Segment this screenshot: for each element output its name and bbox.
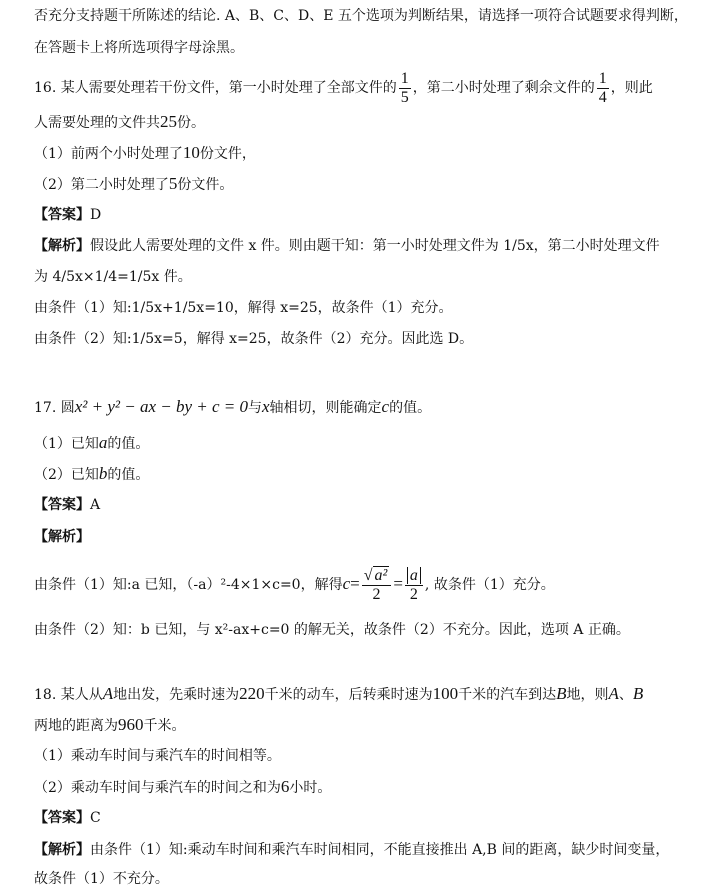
q18-condition-1: （1）乘动车时间与乘汽车的时间相等。 — [34, 748, 281, 764]
q17-condition-2: （2）已知b的值。 — [34, 464, 150, 483]
q17-answer: 【答案】A — [34, 497, 101, 513]
q18-stem: 18. 某人从A地出发，先乘时速为220千米的动车，后转乘时速为100千米的汽车到达B地，则A、B — [34, 684, 644, 703]
q18-stem-line-2: 两地的距离为960千米。 — [34, 715, 186, 734]
q16-condition-2: （2）第二小时处理了5份文件。 — [34, 174, 234, 193]
q18-analysis-1: 【解析】由条件（1）知:乘动车时间和乘汽车时间相同，不能直接推出 A,B 间的距离，缺少时间变量， — [34, 842, 670, 858]
q18-answer: 【答案】C — [34, 810, 101, 826]
q16-analysis-2: 为 4/5x×1/4=1/5x 件。 — [34, 269, 192, 285]
intro-line-2: 在答题卡上将所选项得字母涂黑。 — [34, 40, 244, 56]
q16-analysis-4: 由条件（2）知:1/5x=5，解得 x=25，故条件（2）充分。因此选 D。 — [34, 331, 474, 347]
q16-analysis-1: 【解析】假设此人需要处理的文件 x 件。则由题干知：第一小时处理文件为 1/5x，第二小时处理文件 — [34, 238, 660, 254]
q17-analysis-tag: 【解析】 — [34, 529, 90, 545]
fraction-one-fifth: $\frac{1}{5}$ — [400, 69, 409, 106]
q16-stem-line-2: 人需要处理的文件共25份。 — [34, 112, 205, 131]
fraction-one-quarter: $\frac{1}{4}$ — [598, 69, 607, 106]
q16-stem: 16. 某人需要处理若干份文件，第一小时处理了全部文件的 $\frac{1}{5}$ ，第二小时处理了剩余文件的 $\frac{1}{4}$ ，则此 — [34, 69, 653, 106]
intro-line-1: 否充分支持题干所陈述的结论. A、B、C、D、E 五个选项为判断结果，请选择一项符合试题要求得判断， — [34, 8, 688, 24]
q16-analysis-3: 由条件（1）知:1/5x+1/5x=10，解得 x=25，故条件（1）充分。 — [34, 300, 453, 316]
q18-condition-2: （2）乘动车时间与乘汽车的时间之和为6小时。 — [34, 777, 332, 796]
q18-analysis-2: 故条件（1）不充分。 — [34, 871, 169, 887]
fraction-sqrt-a-squared-over-2: $\frac{\text{√ a²}}{2}$ — [362, 567, 392, 604]
circle-equation: x² + y² − ax − by + c = 0 — [74, 397, 248, 416]
q16-condition-1: （1）前两个小时处理了10份文件， — [34, 143, 256, 162]
q16-answer: 【答案】D — [34, 207, 102, 223]
q17-stem: 17. 圆x² + y² − ax − by + c = 0与x轴相切，则能确定c的值。 — [34, 397, 432, 416]
q17-analysis-2: 由条件（2）知：b 已知，与 x²-ax+c=0 的解无关，故条件（2）不充分。因此，选项 A 正确。 — [34, 622, 630, 638]
q17-analysis-1: 由条件（1）知:a 已知，（-a）²-4×1×c=0，解得c= $\frac{\text{√ a²}}{2}$ = $\frac{a}{2}$ , 故条件（1）充分。 — [34, 566, 555, 603]
q17-condition-1: （1）已知a的值。 — [34, 433, 150, 452]
fraction-abs-a-over-2: $\frac{a}{2}$ — [405, 567, 423, 604]
